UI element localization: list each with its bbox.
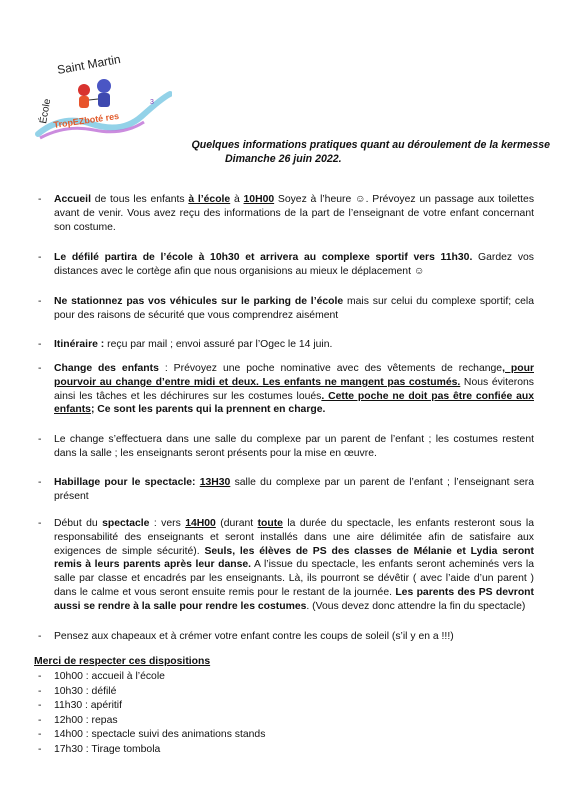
school-logo	[32, 54, 172, 146]
svg-text:3: 3	[150, 99, 154, 106]
schedule-row: - 10h30 : défilé	[38, 685, 117, 697]
page-title	[170, 138, 550, 166]
list-item: - Accueil de tous les enfants à l’école à 10H00 Soyez à l’heure ☺. Prévoyez un passage aux toilettes avant de venir. Vous avez reçu des informations de la part de l’enseignant de votre enfant concernant son costume.	[38, 194, 535, 233]
list-item: - Le défilé partira de l’école à 10h30 et arrivera au complexe sportif vers 11h30. Gardez vos distances avec le cortège afin que nous organisions au mieux le déplacement ☺	[38, 252, 534, 277]
logo-text-ecole: École	[38, 97, 54, 125]
schedule-row: - 10h00 : accueil à l’école	[38, 671, 165, 682]
schedule-row: - 14h00 : spectacle suivi des animations stands	[38, 729, 266, 741]
schedule-row: - 11h30 : apéritif	[38, 700, 122, 712]
text-segment: 10H00	[243, 194, 275, 205]
logo-text-saint: Saint Martin	[56, 54, 122, 77]
item-text	[54, 251, 534, 279]
text-segment: . (Vous devez donc attendre la fin du spectacle)	[306, 600, 526, 612]
text-segment: Seuls, les élèves de PS des classes de Mélanie et Lydia seront remis à leurs parents après leur danse.	[54, 545, 534, 571]
text-segment: ; Ce sont les parents qui la prennent en charge.	[90, 404, 326, 416]
text-segment: mais sur celui du complexe sportif; cela pour des raisons de sécurité que vous comprendrez aisément	[54, 296, 534, 321]
title-line-2: Dimanche 26 juin 2022.	[225, 153, 342, 165]
item-text	[54, 517, 534, 614]
text-segment: reçu par mail ; envoi assuré par l’Ogec le 14 juin.	[104, 339, 333, 350]
text-segment: Soyez à l’heure ☺. Prévoyez un passage aux toilettes avant de venir. Vous avez reçu des informations de la part de l’enseignant de votre enfant concernant son costume.	[54, 194, 535, 233]
list-item: - Le change s’effectuera dans une salle du complexe par un parent de l’enfant ; les costumes restent dans la salle ; les enseignants seront présents pour la mise en œuvre.	[38, 434, 534, 459]
list-item: - Itinéraire : reçu par mail ; envoi assuré par l’Ogec le 14 juin.	[38, 338, 534, 352]
text-segment: salle du complexe par un parent de l’enfant ; l’enseignant sera présent	[54, 477, 534, 502]
item-text	[54, 476, 534, 504]
text-segment: Accueil	[54, 194, 91, 205]
text-segment: Nous éviterons ainsi les tâches et les déchirures sur les costumes loués	[54, 376, 534, 402]
text-segment: Change des enfants	[54, 363, 159, 374]
text-segment: 13H30	[199, 477, 231, 488]
item-text	[54, 630, 534, 644]
text-segment: Pensez aux chapeaux et à crémer votre enfant contre les coups de soleil (s’il y en a !!!)	[54, 631, 454, 642]
text-segment: : Prévoyez une poche nominative avec des vêtements de rechange	[158, 363, 503, 374]
item-text	[54, 362, 534, 417]
list-item: - Habillage pour le spectacle: 13H30 salle du complexe par un parent de l’enfant ; l’enseignant sera présent	[38, 477, 534, 502]
text-segment: la durée du spectacle, les enfants resteront sous la responsabilité des enseignants et seront installés dans une aire délimitée afin de satisfaire aux exigences de simple sécurité).	[54, 518, 534, 557]
item-text	[54, 193, 534, 234]
text-segment: : vers	[149, 518, 186, 529]
text-segment: 14H00	[185, 518, 216, 529]
text-segment: Ne stationnez pas vos véhicules sur le parking de l’école	[54, 296, 344, 307]
item-text	[54, 433, 534, 461]
item-text	[54, 295, 534, 323]
text-segment: à	[230, 194, 244, 205]
text-segment: Début du	[54, 518, 103, 529]
text-segment: Les parents des PS devront aussi se rendre à la salle pour rendre les costumes	[54, 586, 534, 612]
text-segment: (durant	[215, 518, 258, 529]
schedule-row: - 12h00 : repas	[38, 714, 118, 726]
text-segment: , pour pourvoir au change d’entre midi et deux. Les enfants ne mangent pas costumés.	[54, 363, 534, 388]
text-segment: Habillage pour le spectacle:	[54, 477, 200, 488]
text-segment: Le change s’effectuera dans une salle du complexe par un parent de l’enfant ; les costumes restent dans la salle ; les enseignants seront présents pour la mise en œuvre.	[54, 434, 534, 459]
logo-ribbon-text: TropEZboté res	[52, 110, 120, 130]
title-line-1: Quelques informations pratiques quant au déroulement de la kermesse	[191, 139, 550, 151]
text-segment: de tous les enfants	[90, 194, 189, 205]
schedule-list	[38, 670, 265, 758]
text-segment: toute	[257, 518, 283, 529]
text-segment: Itinéraire :	[54, 339, 105, 350]
text-segment: A l’issue du spectacle, les enfants seront acheminés vers la salle par classe et encadrés par les enseignants. Là, ils pourront se dévêtir ( avec l’aide d’un parent ) dans le calme et vous seront ensuite remis pour le restant de la journée.	[54, 559, 534, 598]
text-segment: . Cette poche ne doit pas être confiée aux enfants	[54, 390, 534, 416]
text-segment: spectacle	[102, 518, 150, 529]
schedule-row: - 17h30 : Tirage tombola	[38, 743, 161, 755]
list-item: - Ne stationnez pas vos véhicules sur le parking de l’école mais sur celui du complexe sportif; cela pour des raisons de sécurité que vous comprendrez aisément	[38, 296, 534, 321]
text-segment: Gardez vos distances avec le cortège afin que nous organisions au mieux le déplacement ☺	[54, 252, 534, 277]
text-segment: à l’école	[188, 194, 231, 205]
list-item: - Change des enfants : Prévoyez une poche nominative avec des vêtements de rechange, pour pourvoir au change d’entre midi et deux. Les enfants ne mangent pas costumés. Nous éviterons ainsi les tâches et les déchirures sur les costumes loués. Cette poche ne doit pas être confiée aux enfants; Ce sont les parents qui la prennent en charge.	[38, 363, 534, 416]
text-segment: Le défilé partira de l’école à 10h30 et arrivera au complexe sportif vers 11h30.	[54, 252, 473, 263]
list-item: - Début du spectacle : vers 14H00 (durant toute la durée du spectacle, les enfants resteront sous la responsabilité des enseignants et seront installés dans une aire délimitée afin de satisfaire aux exigences de simple sécurité). Seuls, les élèves de PS des classes de Mélanie et Lydia seront remis à leurs parents après leur danse. A l’issue du spectacle, les enfants seront acheminés vers la salle par classe et encadrés par les enseignants. Là, ils pourront se dévêtir ( avec l’aide d’un parent ) dans le calme et vous seront ensuite remis pour le restant de la journée. Les parents des PS devront aussi se rendre à la salle pour rendre les costumes. (Vous devez donc attendre la fin du spectacle)	[38, 518, 534, 612]
list-item: - Pensez aux chapeaux et à crémer votre enfant contre les coups de soleil (s’il y en a !!!)	[38, 630, 534, 644]
schedule-title: Merci de respecter ces dispositions	[34, 656, 211, 667]
item-text	[54, 338, 534, 352]
